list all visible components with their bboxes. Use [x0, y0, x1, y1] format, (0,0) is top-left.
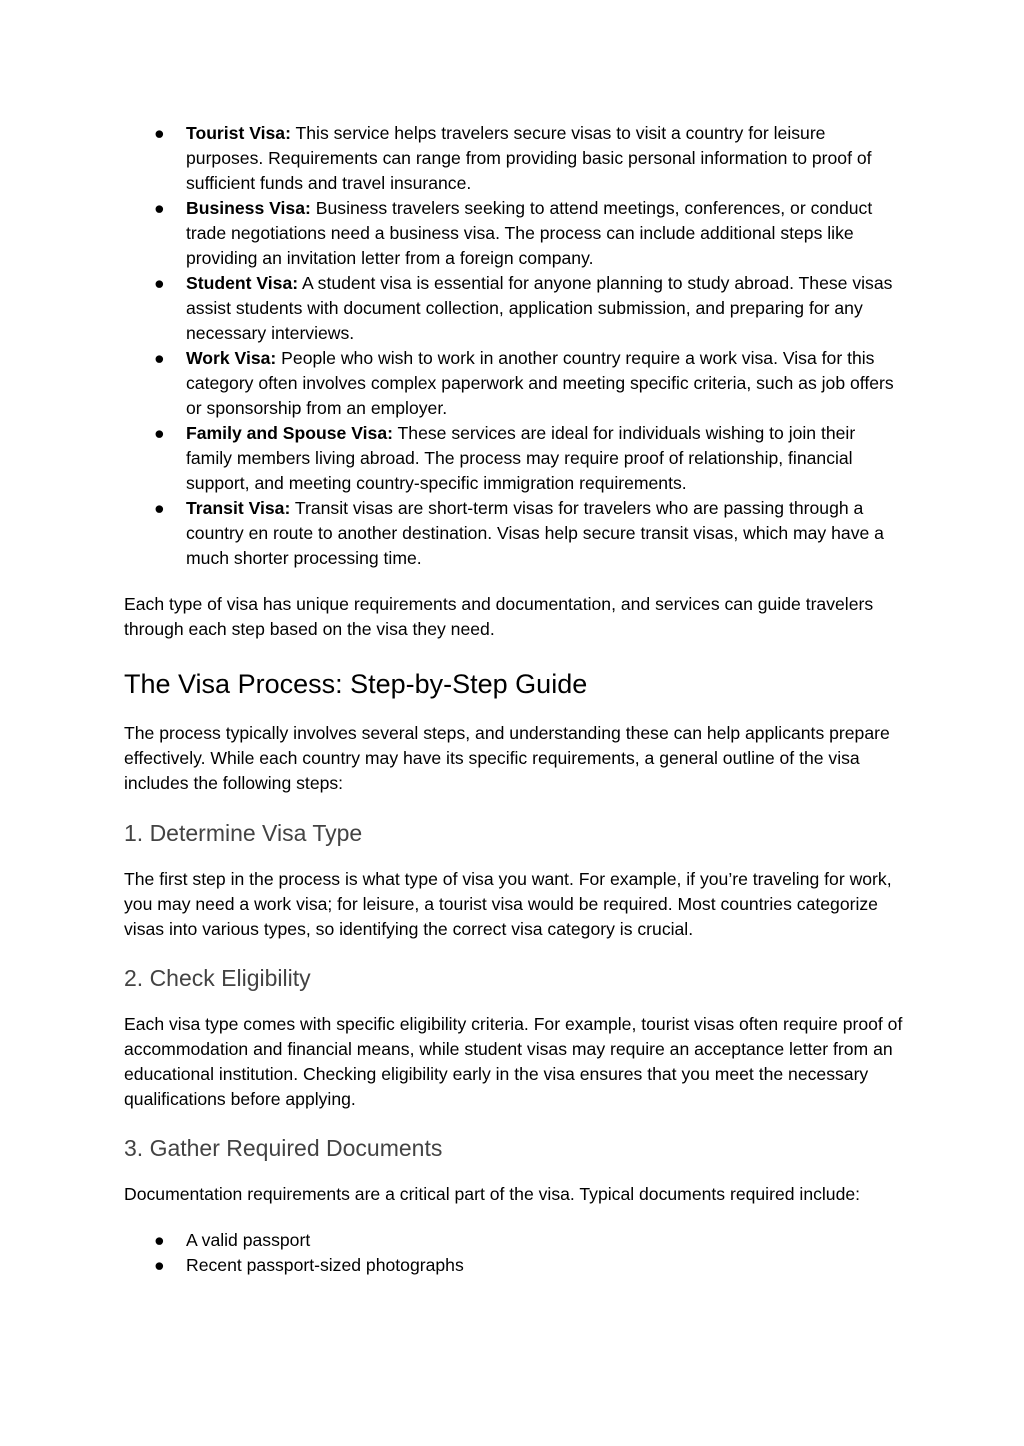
step-body-check-eligibility: Each visa type comes with specific eligibility criteria. For example, tourist visas often require proof of accommodation and financial means, while student visas may require an acceptance letter from an educational institution. Checking eligibility early in the visa ensures that you meet the necessary qualifications before applying. — [124, 1014, 903, 1109]
document-item-text: Recent passport-sized photographs — [186, 1255, 464, 1275]
visa-type-description: Transit visas are short-term visas for travelers who are passing through a country en route to another destination. Visas help secure transit visas, which may have a much shorter processing time. — [186, 498, 884, 568]
bullet-icon: ● — [154, 123, 165, 143]
bullet-icon: ● — [154, 498, 165, 518]
visa-type-label: Transit Visa: — [186, 498, 291, 518]
visa-type-label: Tourist Visa: — [186, 123, 291, 143]
visa-type-description: People who wish to work in another country require a work visa. Visa for this category often involves complex paperwork and meeting specific criteria, such as job offers or sponsorship from an employer. — [186, 348, 894, 418]
step-body-determine-visa-type: The first step in the process is what type of visa you want. For example, if you’re traveling for work, you may need a work visa; for leisure, a tourist visa would be required. Most countries categorize visas into various types, so identifying the correct visa category is crucial. — [124, 869, 892, 939]
visa-type-description: This service helps travelers secure visas to visit a country for leisure purposes. Requirements can range from providing basic personal information to proof of sufficient funds and travel insurance. — [186, 123, 872, 193]
visa-type-label: Student Visa: — [186, 273, 299, 293]
list-item — [124, 121, 904, 196]
list-item — [124, 271, 904, 346]
bullet-icon: ● — [154, 273, 165, 293]
summary-paragraph: Each type of visa has unique requirements and documentation, and services can guide travelers through each step based on the visa they need. — [124, 594, 874, 639]
list-item — [124, 196, 904, 271]
list-item — [124, 1228, 904, 1253]
step-heading-determine-visa-type: 1. Determine Visa Type — [124, 820, 363, 846]
visa-type-label: Business Visa: — [186, 198, 311, 218]
visa-type-description: A student visa is essential for anyone planning to study abroad. These visas assist students with document collection, application submission, and preparing for any necessary interviews. — [186, 273, 893, 343]
list-item — [124, 421, 904, 496]
bullet-icon: ● — [154, 198, 165, 218]
bullet-icon: ● — [154, 348, 165, 368]
visa-type-label: Family and Spouse Visa: — [186, 423, 393, 443]
visa-type-description: Business travelers seeking to attend meetings, conferences, or conduct trade negotiations need a business visa. The process can include additional steps like providing an invitation letter from a foreign company. — [186, 198, 873, 268]
bullet-icon: ● — [154, 1230, 165, 1250]
step-heading-gather-documents: 3. Gather Required Documents — [124, 1135, 443, 1161]
visa-types-list — [124, 121, 904, 571]
bullet-icon: ● — [154, 1255, 165, 1275]
list-item — [124, 496, 904, 571]
section-intro-paragraph: The process typically involves several steps, and understanding these can help applicants prepare effectively. While each country may have its specific requirements, a general outline of the visa includes the following steps: — [124, 723, 890, 793]
step-heading-check-eligibility: 2. Check Eligibility — [124, 965, 311, 991]
visa-type-label: Work Visa: — [186, 348, 277, 368]
document-page — [124, 121, 904, 1278]
step-body-gather-documents: Documentation requirements are a critical part of the visa. Typical documents required include: — [124, 1184, 861, 1204]
bullet-icon: ● — [154, 423, 165, 443]
visa-type-description: These services are ideal for individuals wishing to join their family members living abroad. The process may require proof of relationship, financial support, and meeting country-specific immigration requirements. — [186, 423, 856, 493]
list-item — [124, 1253, 904, 1278]
list-item — [124, 346, 904, 421]
section-title: The Visa Process: Step-by-Step Guide — [124, 669, 588, 699]
document-item-text: A valid passport — [186, 1230, 311, 1250]
documents-list — [124, 1228, 904, 1278]
